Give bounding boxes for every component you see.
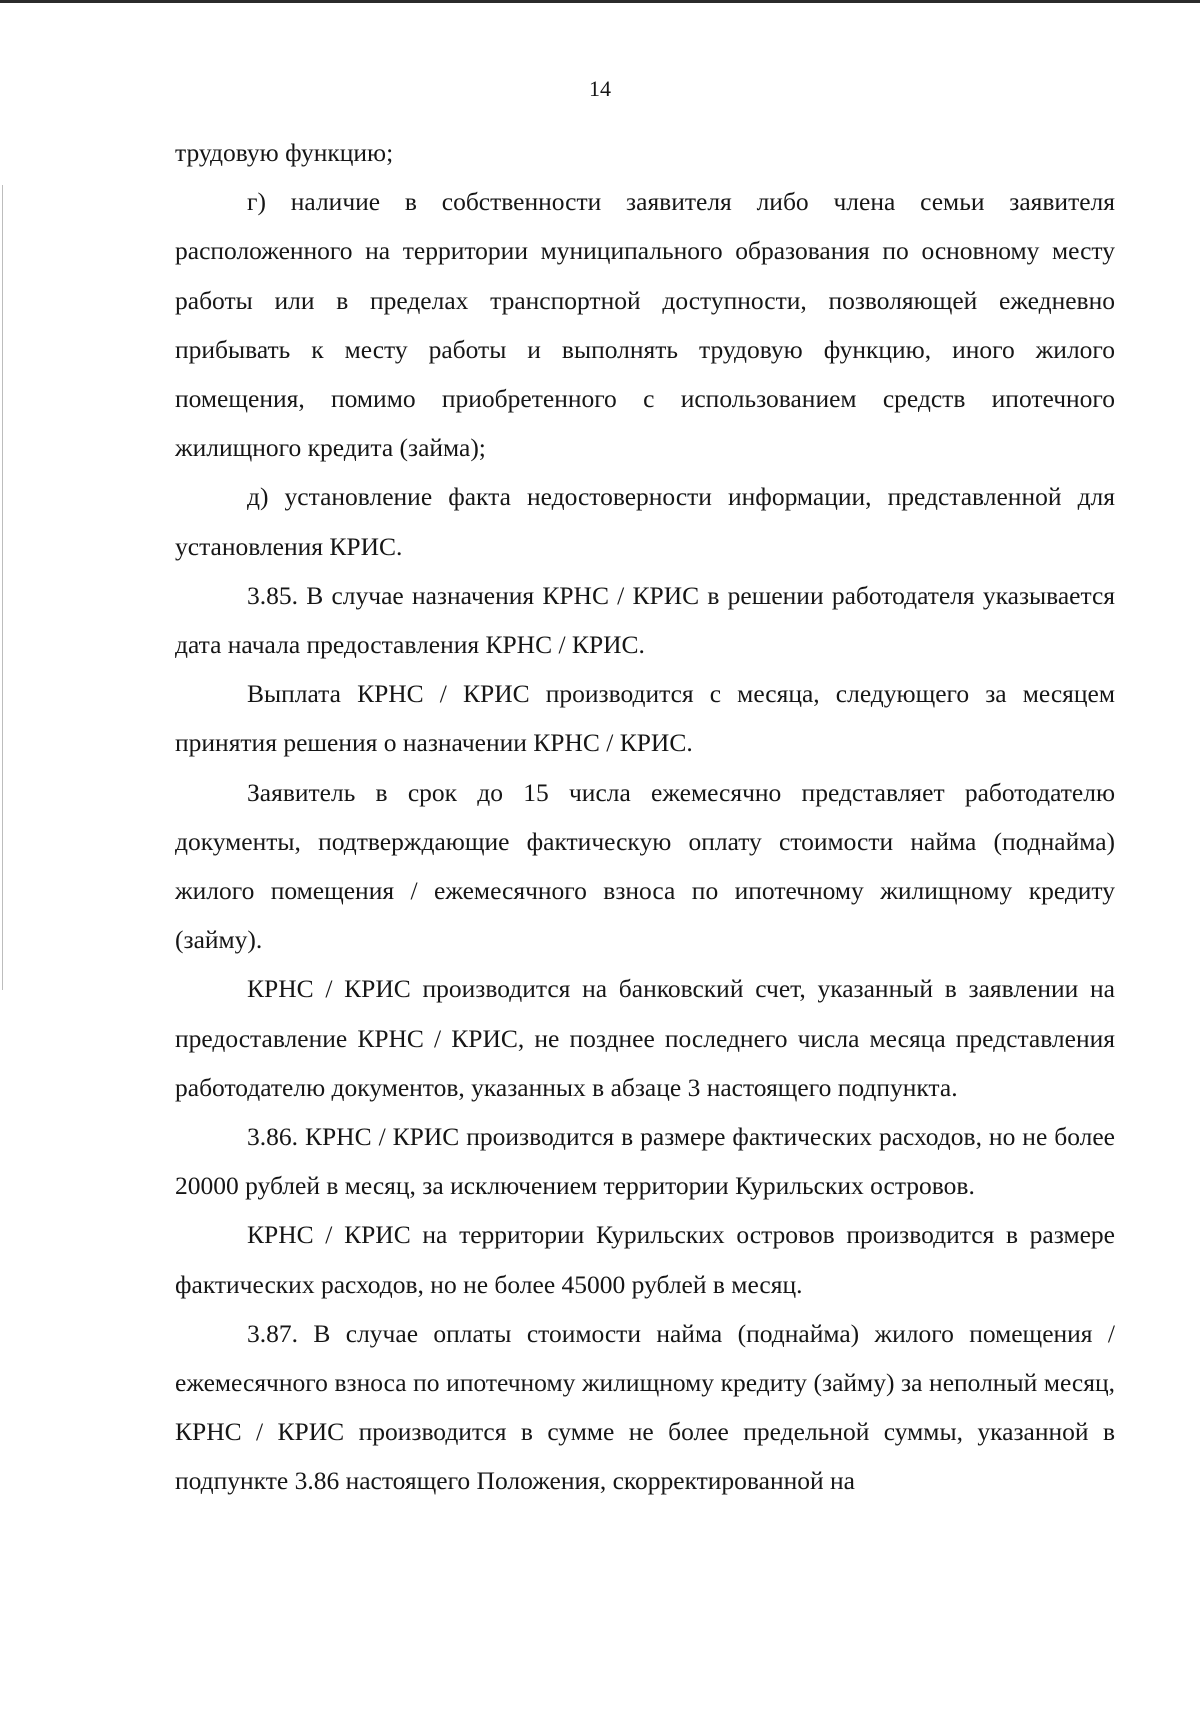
paragraph-item-g: г) наличие в собственности заявителя либо члена семьи заявителя расположенного на территории муниципального образования по основному месту работы или в пределах транспортной доступности, позволяющей ежедневно прибывать к месту работы и выполнять трудовую функцию, иного жилого помещения, помимо приобретенного с использованием средств ипотечного жилищного кредита (займа); — [175, 187, 1115, 463]
scan-top-border — [0, 0, 1200, 3]
paragraph-payment-start: Выплата КРНС / КРИС производится с месяца, следующего за месяцем принятия решения о назначении КРНС / КРИС. — [175, 679, 1115, 758]
paragraph-bank-account: КРНС / КРИС производится на банковский счет, указанный в заявлении на предоставление КРНС / КРИС, не позднее последнего числа месяца представления работодателю документов, указанных в абзаце 3 настоящего подпункта. — [175, 974, 1115, 1102]
page-number: 14 — [589, 76, 611, 101]
scan-left-border — [2, 185, 3, 990]
paragraph-3-86: 3.86. КРНС / КРИС производится в размере фактических расходов, но не более 20000 рублей в месяц, за исключением территории Курильских островов. — [175, 1122, 1115, 1201]
paragraph-kuril-islands: КРНС / КРИС на территории Курильских островов производится в размере фактических расходов, но не более 45000 рублей в месяц. — [175, 1220, 1115, 1299]
paragraph-continuation: трудовую функцию; — [175, 138, 394, 167]
paragraph-3-85: 3.85. В случае назначения КРНС / КРИС в решении работодателя указывается дата начала предоставления КРНС / КРИС. — [175, 580, 1115, 660]
paragraph-item-d: д) установление факта недостоверности информации, представленной для установления КРИС. — [175, 482, 1115, 561]
document-body — [175, 128, 1115, 1506]
paragraph-3-87: 3.87. В случае оплаты стоимости найма (поднайма) жилого помещения / ежемесячного взноса по ипотечному жилищному кредиту (займу) за неполный месяц, КРНС / КРИС производится в сумме не более предельной суммы, указанной в подпункте 3.86 настоящего Положения, скорректированной на — [175, 1318, 1115, 1496]
paragraph-documents-deadline: Заявитель в срок до 15 числа ежемесячно представляет работодателю документы, подтверждающие фактическую оплату стоимости найма (поднайма) жилого помещения / ежемесячного взноса по ипотечному жилищному кредиту (займу). — [175, 777, 1115, 955]
